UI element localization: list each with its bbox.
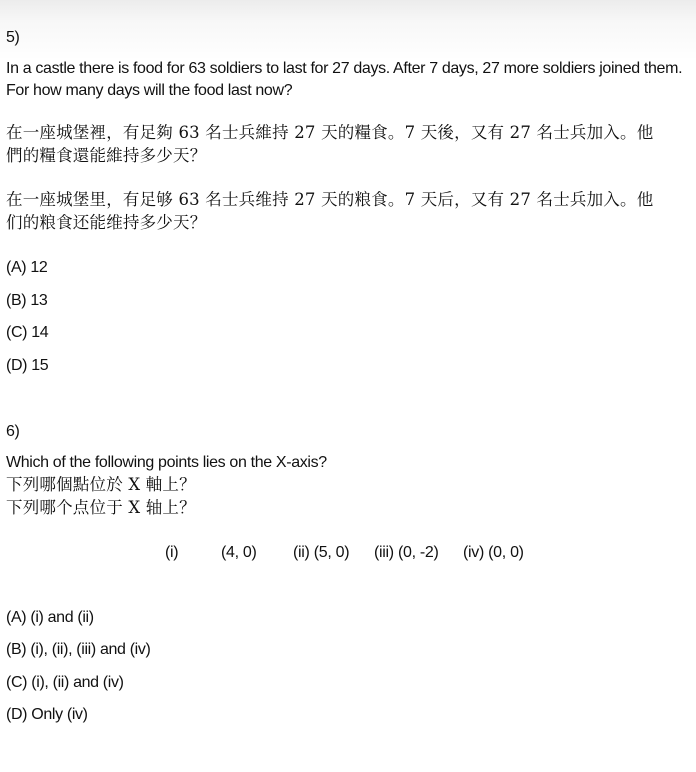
top-shadow: [0, 0, 696, 60]
question-5-simplified-line-2: 们的粮食还能维持多少天？: [6, 213, 207, 232]
point-ii: (ii) (5, 0): [293, 544, 350, 561]
question-6-option-c: (C) (i), (ii) and (iv): [6, 674, 124, 691]
question-5-number: 5): [6, 29, 20, 46]
point-i-coordinates: (4, 0): [221, 544, 257, 561]
question-6-option-b: (B) (i), (ii), (iii) and (iv): [6, 641, 151, 658]
question-5-simplified-line-1: 在一座城堡里，有足够 63 名士兵维持 27 天的粮食。7 天后，又有 27 名士兵加入。他: [6, 190, 654, 209]
question-6-number: 6): [6, 423, 20, 440]
question-6-english: Which of the following points lies on the X-axis?: [6, 454, 327, 471]
question-6-option-d: (D) Only (iv): [6, 706, 88, 723]
point-iv: (iv) (0, 0): [463, 544, 524, 561]
question-6-option-a: (A) (i) and (ii): [6, 609, 94, 626]
question-5-option-d: (D) 15: [6, 357, 49, 374]
question-5-option-a: (A) 12: [6, 259, 48, 276]
question-5-english-line-2: For how many days will the food last now?: [6, 82, 293, 99]
question-5-english-line-1: In a castle there is food for 63 soldiers to last for 27 days. After 7 days, 27 more soldiers joined them.: [6, 60, 683, 77]
point-i-label: (i): [165, 544, 179, 561]
question-6-simplified: 下列哪个点位于 X 轴上？: [6, 498, 196, 517]
question-5-option-c: (C) 14: [6, 324, 49, 341]
question-5-traditional-line-1: 在一座城堡裡，有足夠 63 名士兵維持 27 天的糧食。7 天後，又有 27 名士兵加入。他: [6, 123, 654, 142]
question-5-option-b: (B) 13: [6, 292, 48, 309]
question-6-traditional: 下列哪個點位於 X 軸上？: [6, 475, 196, 494]
point-iii: (iii) (0, -2): [374, 544, 439, 561]
question-5-traditional-line-2: 們的糧食還能維持多少天？: [6, 146, 207, 165]
